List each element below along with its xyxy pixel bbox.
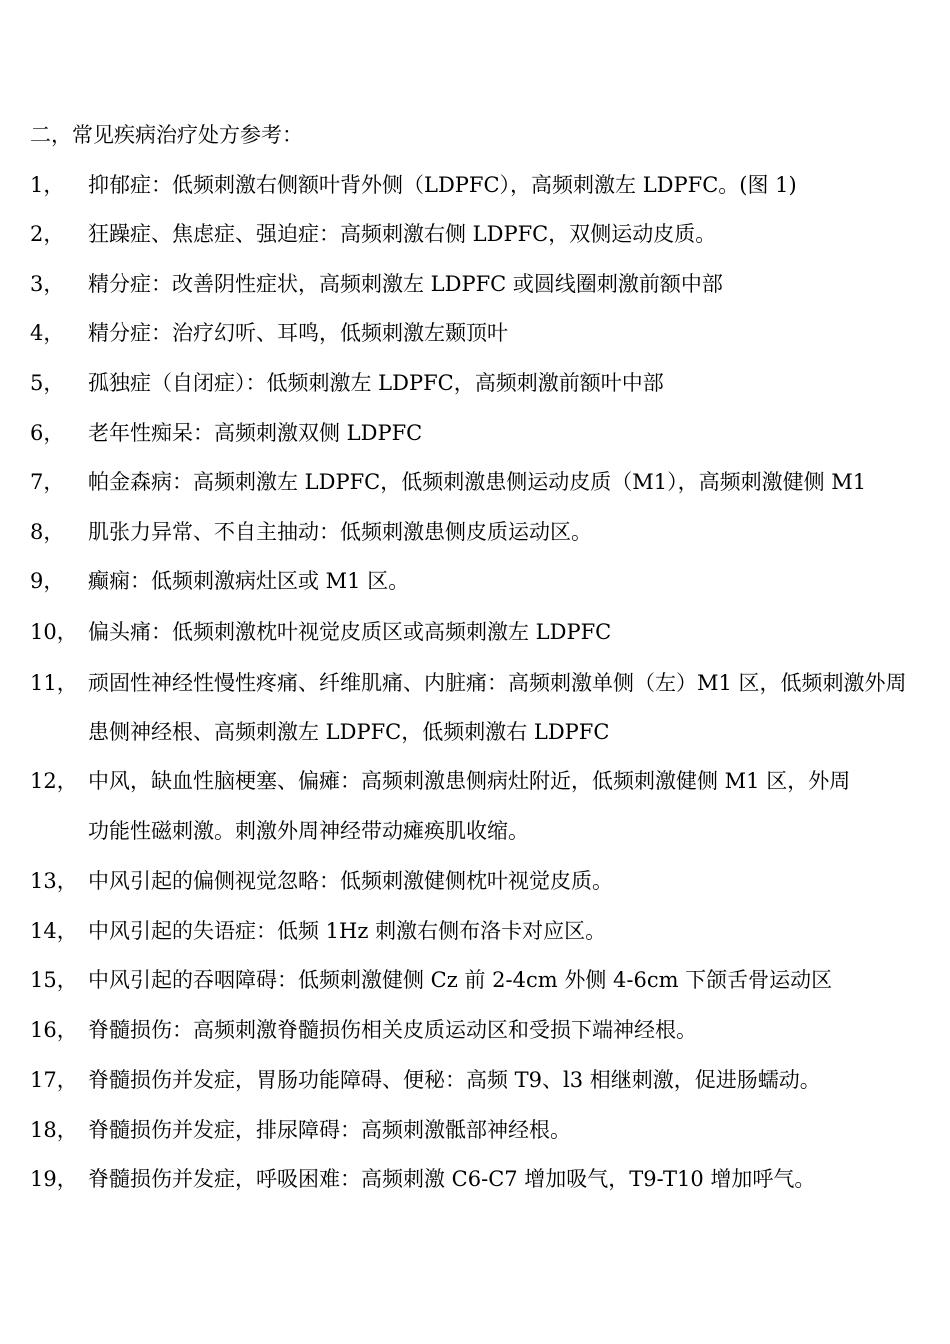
item-number: 16， [30,1018,78,1042]
item-text: 肌张力异常、不自主抽动：低频刺激患侧皮质运动区。 [88,520,592,544]
item-number: 14， [30,919,78,943]
item-number: 2， [30,222,65,246]
item-text-continued: 患侧神经根、高频刺激左 LDPFC，低频刺激右 LDPFC [88,720,610,744]
item-text: 中风引起的失语症：低频 1Hz 刺激右侧布洛卡对应区。 [88,919,607,943]
item-text: 偏头痛：低频刺激枕叶视觉皮质区或高频刺激左 LDPFC [88,620,612,644]
item-number: 18， [30,1118,78,1142]
item-text: 癫痫：低频刺激病灶区或 M1 区。 [88,569,410,593]
item-text: 脊髓损伤并发症，胃肠功能障碍、便秘：高频 T9、l3 相继刺激，促进肠蠕动。 [88,1068,821,1092]
item-text: 顽固性神经性慢性疼痛、纤维肌痛、内脏痛：高频刺激单侧（左）M1 区，低频刺激外周 [88,671,907,695]
item-text: 中风引起的偏侧视觉忽略：低频刺激健侧枕叶视觉皮质。 [88,869,613,893]
item-text: 脊髓损伤并发症，呼吸困难：高频刺激 C6-C7 增加吸气，T9-T10 增加呼气。 [88,1167,816,1191]
item-text: 脊髓损伤：高频刺激脊髓损伤相关皮质运动区和受损下端神经根。 [88,1018,697,1042]
item-text: 老年性痴呆：高频刺激双侧 LDPFC [88,421,423,445]
section-heading: 二，常见疾病治疗处方参考： [30,123,303,147]
item-text-continued: 功能性磁刺激。刺激外周神经带动瘫痪肌收缩。 [88,819,529,843]
item-number: 8， [30,520,65,544]
item-number: 6， [30,421,65,445]
item-number: 5， [30,371,65,395]
item-number: 3， [30,272,65,296]
item-text: 精分症：治疗幻听、耳鸣，低频刺激左颞顶叶 [88,321,508,345]
item-number: 19， [30,1167,78,1191]
item-number: 4， [30,321,65,345]
item-number: 12， [30,769,78,793]
item-text: 狂躁症、焦虑症、强迫症：高频刺激右侧 LDPFC，双侧运动皮质。 [88,222,717,246]
item-text: 中风，缺血性脑梗塞、偏瘫：高频刺激患侧病灶附近，低频刺激健侧 M1 区，外周 [88,769,851,793]
item-number: 10， [30,620,78,644]
item-number: 7， [30,470,65,494]
item-number: 13， [30,869,78,893]
item-number: 15， [30,968,78,992]
item-text: 抑郁症：低频刺激右侧额叶背外侧（LDPFC），高频刺激左 LDPFC。(图 1) [88,173,797,197]
item-text: 帕金森病：高频刺激左 LDPFC，低频刺激患侧运动皮质（M1），高频刺激健侧 M1 [88,470,867,494]
item-text: 脊髓损伤并发症，排尿障碍：高频刺激骶部神经根。 [88,1118,571,1142]
item-number: 9， [30,569,65,593]
item-text: 精分症：改善阴性症状，高频刺激左 LDPFC 或圆线圈刺激前额中部 [88,272,723,296]
item-text: 中风引起的吞咽障碍：低频刺激健侧 Cz 前 2-4cm 外侧 4-6cm 下颌舌骨运动区 [88,968,833,992]
item-number: 11， [30,671,78,695]
item-number: 17， [30,1068,78,1092]
item-text: 孤独症（自闭症）：低频刺激左 LDPFC，高频刺激前额叶中部 [88,371,664,395]
item-number: 1， [30,173,65,197]
